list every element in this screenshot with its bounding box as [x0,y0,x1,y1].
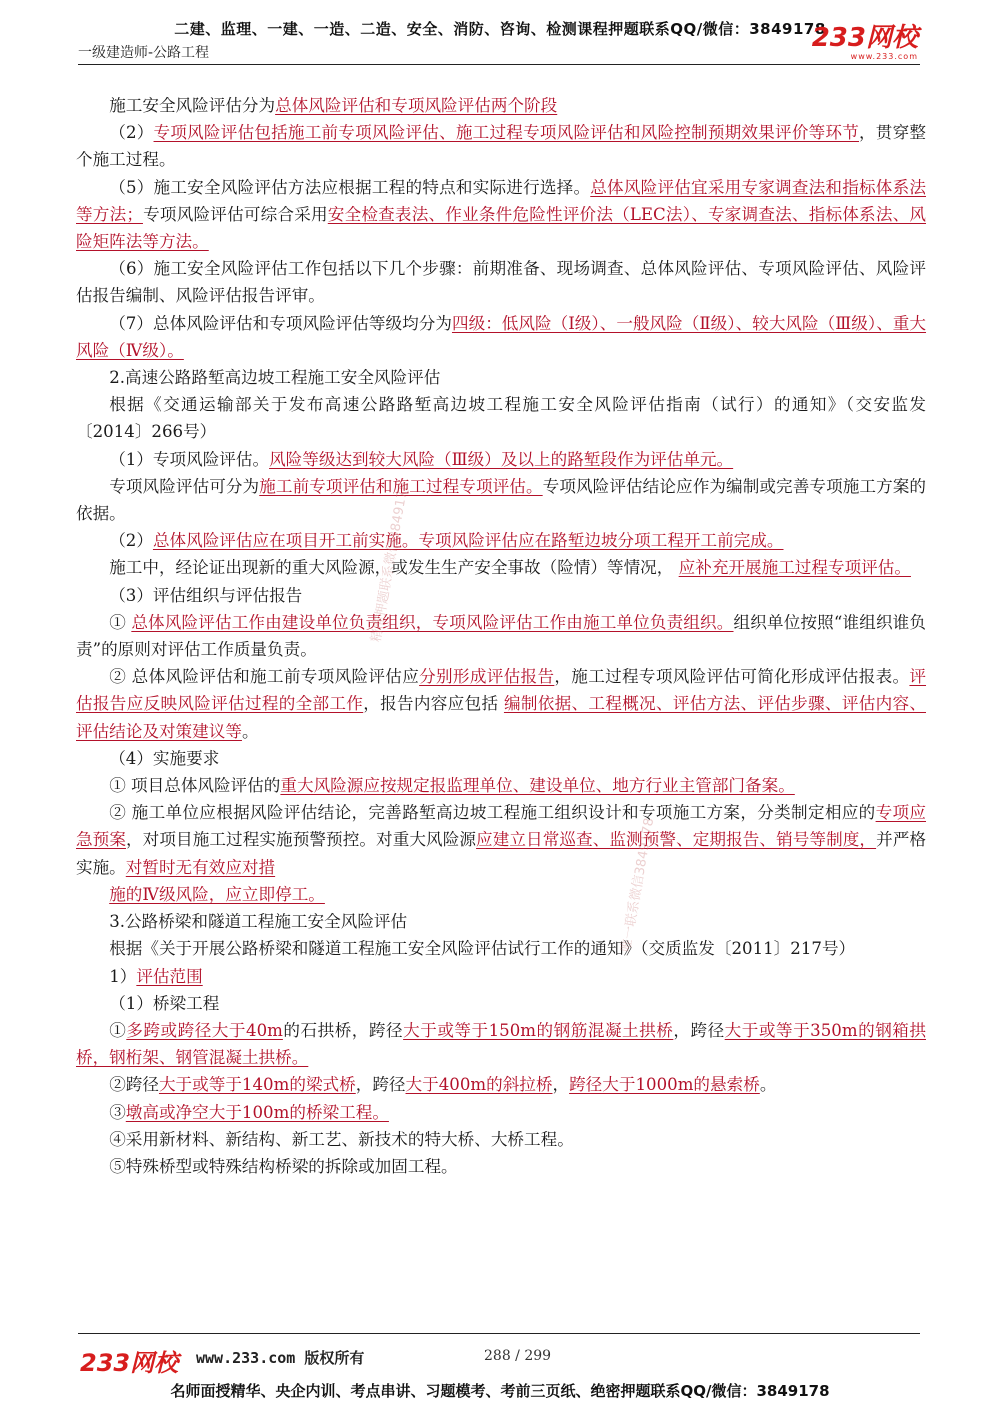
paragraph [76,1071,926,1098]
highlighted-text: 大于或等于140m的梁式桥 [158,1075,356,1095]
text-run: 2.高速公路路堑高边坡工程施工安全风险评估 [109,368,441,388]
paragraph [76,119,926,173]
paragraph [76,554,926,581]
paragraph [76,364,926,391]
watermark-text: 精准押题联系微信3849178 [368,481,412,644]
text-run: 根据《关于开展公路桥梁和隧道工程施工安全风险评估试行工作的通知》（交质监发〔2011〕217号） [109,939,856,959]
paragraph [76,582,926,609]
text-run: ① [109,1020,127,1040]
highlighted-text: 应补充开展施工过程专项评估。 [678,558,911,578]
paragraph [76,609,926,663]
paragraph [76,527,926,554]
text-run: 专项风险评估可综合采用 [142,204,328,224]
highlighted-text: 应建立日常巡查、监测预警、定期报告、销号等制度， [476,830,877,850]
paragraph [76,963,926,990]
header-promo-line: 二建、监理、一建、一造、二造、安全、消防、咨询、检测课程押题联系QQ/微信：3849178 [174,20,826,38]
paragraph [76,1017,926,1071]
text-run: 的石拱桥，跨径 [282,1020,404,1040]
text-run: ，跨径 [355,1075,406,1095]
watermark-text: 唯一联系微信3849178 [618,816,658,954]
text-run: 专项风险评估结论应作为编制或完善专项施工方案的依据。 [76,476,927,524]
paragraph [76,799,926,881]
highlighted-text: 重大风险源应按规定报监理单位、建设单位、地方行业主管部门备案。 [280,776,795,796]
highlighted-text: 分别形成评估报告 [419,667,555,687]
highlighted-text: 施的Ⅳ级风险，应立即停工。 [109,884,325,904]
highlighted-text: 总体风险评估应在项目开工前实施。专项风险评估应在路堑边坡分项工程开工前完成。 [152,531,784,551]
text-run: （2） [109,531,153,551]
header-subtitle: 一级建造师-公路工程 [78,45,210,61]
highlighted-text: 安全检查表法、作业条件危险性评价法（LEC法）、专家调查法、指标体系法、风险矩阵法等方法。 [76,204,927,252]
highlighted-text: 大于或等于350m的钢箱拱桥，钢桁架、钢管混凝土拱桥。 [76,1020,926,1068]
paragraph [76,663,926,745]
footer-copyright: www.233.com 版权所有 [196,1349,365,1367]
paragraph [76,772,926,799]
paragraph [76,1126,926,1153]
text-run: （1）专项风险评估。 [109,449,270,469]
text-run: ① [109,612,132,632]
highlighted-text: 总体风险评估宜采用专家调查法和指标体系法等方法； [76,177,926,224]
highlighted-text: 专项风险评估包括施工前专项风险评估、施工过程专项风险评估和风险控制预期效果评价等环节 [153,123,860,143]
paragraph [76,446,926,473]
highlighted-text: 总体风险评估和专项风险评估两个阶段 [275,96,558,115]
document-body [76,92,926,1180]
text-run: 。 [241,721,259,741]
text-run: （3）评估组织与评估报告 [109,585,303,605]
page-number: 288 / 299 [484,1348,552,1364]
text-run: ，贯穿整个施工过程。 [76,123,926,170]
footer-logo: 233网校 [80,1349,179,1377]
paragraph [76,745,926,772]
paragraph [76,310,926,364]
text-run: （7）总体风险评估和专项风险评估等级均分为 [109,313,452,333]
text-run: 专项风险评估可分为 [109,476,260,496]
paragraph [76,881,926,908]
text-run: ，施工过程专项风险评估可简化形成评估报表。 [554,667,910,687]
text-run: （4）实施要求 [109,748,220,768]
text-run: （1）桥梁工程 [109,993,220,1013]
text-run: （2） [109,123,154,143]
footer-divider [78,1333,920,1334]
text-run: 组织单位按照“谁组织谁负责”的原则对评估工作质量负责。 [76,612,926,660]
paragraph [76,1153,926,1180]
header-divider [78,64,920,65]
highlighted-text: 评估报告应反映风险评估过程的全部工作 [76,667,927,714]
text-run: 并严格实施。 [76,830,927,877]
text-run: 施工中，经论证出现新的重大风险源，或发生生产安全事故（险情）等情况， [109,558,679,578]
text-run: 根据《交通运输部关于发布高速公路路堑高边坡工程施工安全风险评估指南（试行）的通知》（交安监发〔2014〕266号） [76,395,926,442]
paragraph [76,92,926,119]
brand-logo [812,24,918,61]
text-run: ，对项目施工过程实施预警预控。对重大风险源 [126,830,477,850]
paragraph [76,908,926,935]
logo-text: 233网校 [811,23,918,53]
highlighted-text: 跨径大于1000m的悬索桥 [569,1075,760,1095]
highlighted-text: 对暂时无有效应对措 [125,857,276,877]
highlighted-text: 大于或等于150m的钢筋混凝土拱桥 [403,1020,674,1040]
highlighted-text: 评估范围 [136,966,203,986]
highlighted-text: 大于400m的斜拉桥 [405,1075,553,1095]
text-run: 1） [109,966,137,986]
text-run: ， [552,1075,570,1095]
highlighted-text: 多跨或跨径大于40m [126,1020,283,1040]
highlighted-text: 风险等级达到较大风险（Ⅲ级）及以上的路堑段作为评估单元。 [269,449,734,469]
footer-promo-line: 名师面授精华、央企内训、考点串讲、习题模考、考前三页纸、绝密押题联系QQ/微信：3849178 [170,1382,830,1400]
text-run: ② 总体风险评估和施工前专项风险评估应 [109,667,420,687]
text-run: ，跨径 [673,1020,725,1040]
text-run: ②跨径 [109,1075,159,1095]
text-run: ④采用新材料、新结构、新工艺、新技术的特大桥、大桥工程。 [109,1129,574,1149]
text-run: 3.公路桥梁和隧道工程施工安全风险评估 [109,912,408,932]
text-run: ⑤特殊桥型或特殊结构桥梁的拆除或加固工程。 [109,1156,458,1176]
text-run: 。 [759,1075,777,1095]
highlighted-text: 施工前专项评估和施工过程专项评估。 [259,476,543,496]
paragraph [76,935,926,962]
highlighted-text: 四级：低风险（Ⅰ级）、一般风险（Ⅱ级）、较大风险（Ⅲ级）、重大风险（Ⅳ级）。 [76,313,927,360]
text-run: ③ [109,1102,126,1122]
paragraph [76,473,926,527]
text-run: （6）施工安全风险评估工作包括以下几个步骤：前期准备、现场调查、总体风险评估、专项风险评估、风险评估报告编制、风险评估报告评审。 [76,259,926,306]
paragraph [76,391,926,445]
text-run: ② 施工单位应根据风险评估结论，完善路堑高边坡工程施工组织设计和专项施工方案，分类制定相应的 [109,803,876,823]
paragraph [76,255,926,309]
text-run: （5）施工安全风险评估方法应根据工程的特点和实际进行选择。 [109,177,591,197]
highlighted-text: 编制依据、工程概况、评估方法、评估步骤、评估内容、评估结论及对策建议等 [76,694,926,741]
logo-url: www.233.com [850,52,918,61]
paragraph [76,1099,926,1126]
text-run: ① 项目总体风险评估的 [109,776,281,796]
paragraph [76,990,926,1017]
highlighted-text: 专项应急预案 [76,803,927,850]
paragraph [76,174,926,256]
text-run: ，报告内容应包括 [363,694,504,714]
text-run: 施工安全风险评估分为 [109,96,276,115]
highlighted-text: 总体风险评估工作由建设单位负责组织，专项风险评估工作由施工单位负责组织。 [131,612,734,632]
highlighted-text: 墩高或净空大于100m的桥梁工程。 [125,1102,389,1122]
